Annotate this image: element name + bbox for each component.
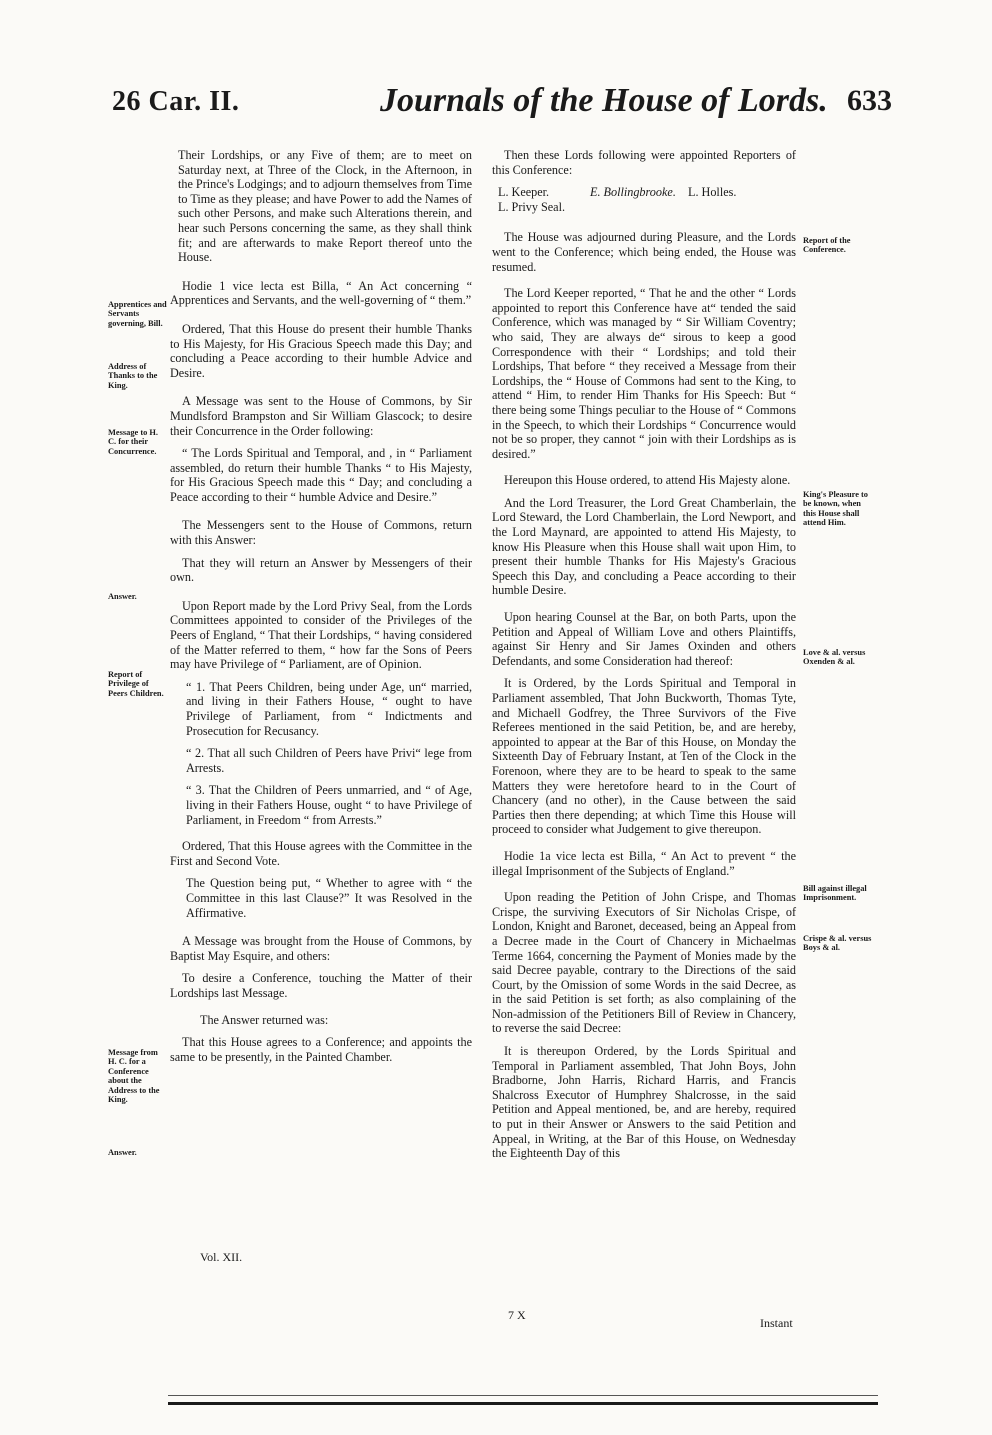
right-column (492, 148, 796, 1169)
paragraph: The Messengers sent to the House of Commons, return with this Answer: (170, 518, 472, 548)
margin-note-kings-pleasure: King's Pleasure to be known, when this House shall attend Him. (803, 490, 868, 528)
signature-mark: 7 X (508, 1308, 526, 1322)
left-column (170, 148, 472, 1072)
reporter-name: E. Bollingbrooke. (590, 185, 676, 200)
paragraph: The House was adjourned during Pleasure, and the Lords went to the Conference; which being ended, the House was resumed. (492, 230, 796, 274)
reporters-list (498, 185, 796, 214)
footer-rule (168, 1402, 878, 1405)
paragraph: It is thereupon Ordered, by the Lords Spiritual and Temporal in Parliament assembled, That John Boys, John Bradborne, John Harris, Richard Harris, and Francis Shalcross Executor of Humphrey Shalcrosse, in the said Petition and Appeal mentioned, be, and are hereby, required to put in their Answer or Answers to the said Petition and Appeal, in Writing, at the Bar of this House, on Wednesday the Eighteenth Day of this (492, 1044, 796, 1161)
volume-label: Vol. XII. (200, 1250, 243, 1264)
page-number: 633 (847, 84, 892, 117)
margin-note-apprentices: Apprentices and Servants governing, Bill. (108, 300, 167, 328)
margin-note-answer: Answer. (108, 592, 137, 601)
question-resolved: The Question being put, “ Whether to agree with “ the Committee in this last Clause?” It was Resolved in the Affirmative. (186, 876, 472, 920)
paragraph: A Message was sent to the House of Commons, by Sir Mundlsford Brampston and Sir William Glascock; to desire their Concurrence in the Order following: (170, 394, 472, 438)
paragraph: That this House agrees to a Conference; and appoints the same to be presently, in the Painted Chamber. (170, 1035, 472, 1064)
paragraph: That they will return an Answer by Messengers of their own. (170, 555, 472, 585)
margin-note-report: Report of Privilege of Peers Children. (108, 670, 164, 698)
running-title: Journals of the House of Lords. (380, 82, 828, 119)
page-header (112, 78, 892, 138)
reporter-name: L. Keeper. (498, 185, 550, 200)
paragraph: Upon hearing Counsel at the Bar, on both Parts, upon the Petition and Appeal of William Love and others Plaintiffs, against Sir Henry and Sir James Oxinden and others Defendants, and some Consideration had thereof: (492, 610, 796, 668)
paragraph: It is Ordered, by the Lords Spiritual and Temporal in Parliament assembled, That John Buckworth, Thomas Tyte, and Michaell Godfrey, the Three Survivors of the Five Referees mentioned in the said Petition, be, and are hereby, appointed to appear at the Bar of this House, on Monday the Sixteenth Day of February Instant, at Ten of the Clock in the Forenoon, where they are to be heard to speak to the same Matters they were heretofore heard to in the Court of Chancery (and no other), in the Cause between the said Parties then there depending; at which Time this House will proceed to consider what Judgement to give thereupon. (492, 676, 796, 837)
regnal-year: 26 Car. II. (112, 86, 240, 117)
margin-note-message-conference: Message from H. C. for a Conference about the Address to the King. (108, 1048, 160, 1105)
reporter-name: L. Privy Seal. (498, 199, 566, 214)
margin-note-love: Love & al. versus Oxenden & al. (803, 648, 866, 667)
paragraph: Upon reading the Petition of John Crispe, and Thomas Crispe, the surviving Executors of Sir Nicholas Crispe, of London, Knight and Baronet, deceased, being an Appeal from a Decree made in the Court of Chancery in Michaelmas Terme 1664, concerning the Payment of Monies made by the said Decree payable, contrary to the Directions of the said Court, by the Omission of some Words in the said Decree, as in the said Petition is set forth; as also complaining of the Non-admission of the Petitioners Bill of Review in Chancery, to reverse the said Decree: (492, 890, 796, 1036)
paragraph: Ordered, That this House do present their humble Thanks to His Majesty, for His Gracious Speech made this Day; and concluding a Peace according to their humble Advice and Desire. (170, 321, 472, 380)
vote-2: “ 2. That all such Children of Peers have Privi“ lege from Arrests. (186, 746, 472, 775)
margin-note-answer-2: Answer. (108, 1148, 137, 1157)
margin-note-report-conference: Report of the Conference. (803, 236, 851, 255)
paragraph: The Answer returned was: (200, 1012, 329, 1027)
margin-note-crispe: Crispe & al. versus Boys & al. (803, 934, 872, 953)
paragraph: Hodie 1a vice lecta est Billa, “ An Act to prevent “ the illegal Imprisonment of the Subjects of England.” (492, 848, 796, 878)
paragraph: To desire a Conference, touching the Matter of their Lordships last Message. (170, 971, 472, 1000)
paragraph: A Message was brought from the House of Commons, by Baptist May Esquire, and others: (170, 934, 472, 963)
quoted-order: “ The Lords Spiritual and Temporal, and , in “ Parliament assembled, do return their humble Thanks “ to His Majesty, for His Gracious Speech made this “ Day; and concluding a Peace according to their “ humble Advice and Desire.” (170, 446, 472, 504)
paragraph: Ordered, That this House agrees with the Committee in the First and Second Vote. (170, 839, 472, 868)
margin-note-message: Message to H. C. for their Concurrence. (108, 428, 159, 456)
margin-note-bill-illegal: Bill against illegal Imprisonment. (803, 884, 867, 903)
paragraph: Then these Lords following were appointed Reporters of this Conference: (492, 148, 796, 177)
footer-rule-thin (168, 1395, 878, 1396)
margin-note-address: Address of Thanks to the King. (108, 362, 158, 390)
paragraph: Their Lordships, or any Five of them; are to meet on Saturday next, at Three of the Clock, in the Afternoon, in the Prince's Lodgings; and to adjourn themselves from Time to Time as they please; and have Power to add the Names of such other Persons, and make such Alterations therein, and hear such Persons concerning the same, as they shall think fit; and are afterwards to make Report thereof unto the House. (178, 148, 472, 265)
paragraph: And the Lord Treasurer, the Lord Great Chamberlain, the Lord Steward, the Lord Chamberlain, the Lord Newport, and the Lord Maynard, are appointed to attend His Majesty, to know His Pleasure when this House shall wait upon Him, to present their humble Thanks for His Majesty's Gracious Speech this Day, and concluding a Peace according to their humble Desire. (492, 495, 796, 598)
vote-1: “ 1. That Peers Children, being under Age, un“ married, and living in their Fathers House, “ ought to have Privilege of Parliament, from “ Indictments and Prosecution for Recusancy. (186, 679, 472, 738)
reporter-name: L. Holles. (688, 185, 737, 200)
paragraph: Upon Report made by the Lord Privy Seal, from the Lords Committees appointed to consider of the Privileges of the Peers of England, “ That their Lordships, “ having considered of the Matter referred to them, “ how far the Sons of Peers may have Privilege of “ Parliament, are of Opinion. (170, 598, 472, 672)
paragraph: Hodie 1 vice lecta est Billa, “ An Act concerning “ Apprentices and Servants, and the well-governing of “ them.” (170, 278, 472, 308)
vote-3: “ 3. That the Children of Peers unmarried, and “ of Age, living in their Fathers House, ought “ to have Privilege of Parliament, in Freedom “ from Arrests.” (186, 783, 472, 827)
catchword: Instant (760, 1316, 793, 1330)
paragraph: Hereupon this House ordered, to attend His Majesty alone. (504, 473, 791, 488)
paragraph: The Lord Keeper reported, “ That he and the other “ Lords appointed to report this Conference have at“ tended the said Conference, which was managed by “ Sir William Coventry; who said, They are always de“ sirous to keep a good Correspondence with their “ Lordships; and told their Lordships, That before “ they received a Message from their Lordships, the “ House of Commons had sent to the King, to attend “ Him, to render Him Thanks for His Speech: But “ there being some Things peculiar to the House of “ Commons in the Speech, to which their Lordships “ Concurrence would not be so proper, they cannot “ join with their Lordships as is desired.” (492, 286, 796, 461)
